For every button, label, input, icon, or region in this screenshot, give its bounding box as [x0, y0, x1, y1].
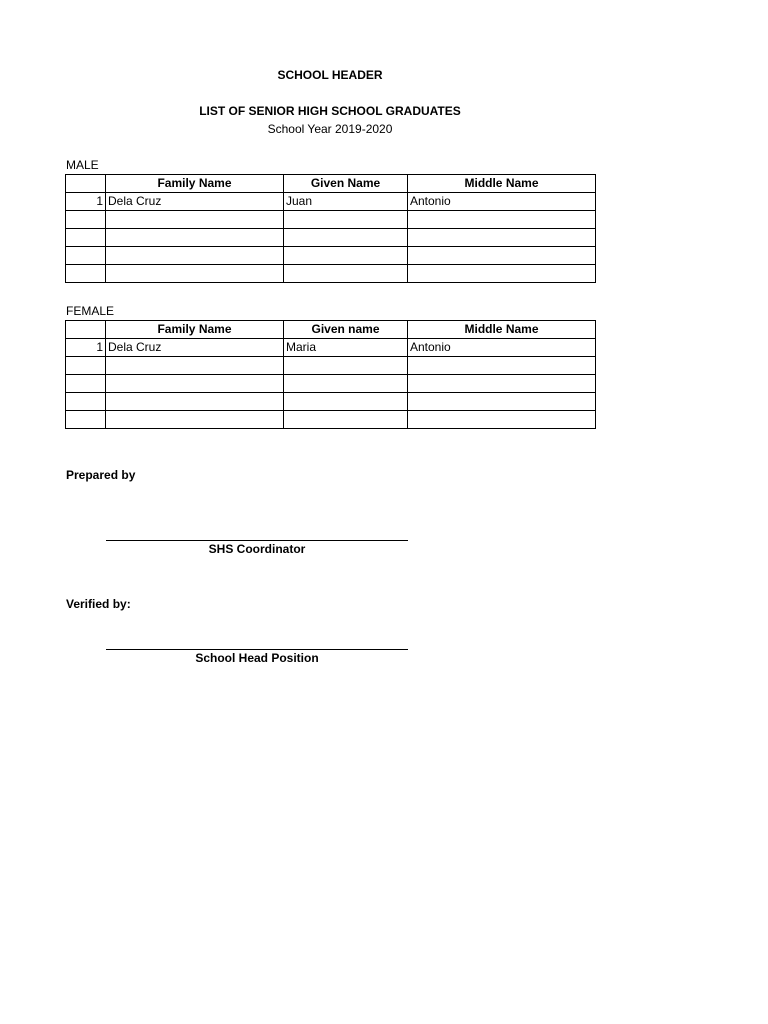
given-name-cell: [284, 357, 408, 375]
family-name-cell: [106, 411, 284, 429]
table-header-row: [66, 321, 596, 339]
middle-name-cell: [408, 265, 596, 283]
given-name-cell: [284, 247, 408, 265]
family-name-cell: [106, 247, 284, 265]
male-section-label: MALE: [66, 158, 99, 172]
column-header-middle-name: Middle Name: [408, 321, 596, 339]
prepared-by-title: SHS Coordinator: [208, 542, 306, 556]
row-number: 1: [66, 193, 106, 211]
family-name-cell: Dela Cruz: [106, 193, 284, 211]
table-row: [66, 211, 596, 229]
column-header-family-name: Family Name: [106, 175, 284, 193]
female-table: [65, 320, 596, 429]
row-number: [66, 357, 106, 375]
verified-by-title: School Head Position: [195, 651, 319, 665]
middle-name-cell: [408, 247, 596, 265]
given-name-cell: [284, 229, 408, 247]
table-header-row: [66, 175, 596, 193]
middle-name-cell: [408, 357, 596, 375]
given-name-cell: [284, 393, 408, 411]
family-name-cell: [106, 393, 284, 411]
row-number: [66, 229, 106, 247]
given-name-cell: [284, 265, 408, 283]
middle-name-cell: Antonio: [408, 339, 596, 357]
column-header-number: [66, 175, 106, 193]
given-name-cell: Maria: [284, 339, 408, 357]
column-header-middle-name: Middle Name: [408, 175, 596, 193]
given-name-cell: Juan: [284, 193, 408, 211]
column-header-number: [66, 321, 106, 339]
column-header-given-name: Given name: [284, 321, 408, 339]
family-name-cell: [106, 265, 284, 283]
middle-name-cell: [408, 211, 596, 229]
middle-name-cell: Antonio: [408, 193, 596, 211]
prepared-by-label: Prepared by: [66, 468, 136, 482]
family-name-cell: [106, 229, 284, 247]
male-table: [65, 174, 596, 283]
row-number: [66, 211, 106, 229]
row-number: [66, 411, 106, 429]
school-header: SCHOOL HEADER: [277, 68, 383, 82]
table-row: [66, 247, 596, 265]
middle-name-cell: [408, 393, 596, 411]
row-number: [66, 375, 106, 393]
row-number: [66, 247, 106, 265]
middle-name-cell: [408, 411, 596, 429]
table-row: [66, 265, 596, 283]
row-number: [66, 265, 106, 283]
given-name-cell: [284, 411, 408, 429]
family-name-cell: [106, 375, 284, 393]
verified-by-label: Verified by:: [66, 597, 131, 611]
family-name-cell: [106, 211, 284, 229]
column-header-given-name: Given Name: [284, 175, 408, 193]
family-name-cell: Dela Cruz: [106, 339, 284, 357]
row-number: 1: [66, 339, 106, 357]
row-number: [66, 393, 106, 411]
table-row: [66, 193, 596, 211]
table-row: [66, 411, 596, 429]
table-row: [66, 357, 596, 375]
column-header-family-name: Family Name: [106, 321, 284, 339]
middle-name-cell: [408, 375, 596, 393]
document-title: LIST OF SENIOR HIGH SCHOOL GRADUATES: [199, 104, 461, 118]
table-row: [66, 393, 596, 411]
table-row: [66, 229, 596, 247]
table-row: [66, 375, 596, 393]
verified-signature-line: [106, 649, 408, 650]
family-name-cell: [106, 357, 284, 375]
given-name-cell: [284, 211, 408, 229]
middle-name-cell: [408, 229, 596, 247]
female-section-label: FEMALE: [66, 304, 115, 318]
table-row: [66, 339, 596, 357]
school-year: School Year 2019-2020: [267, 122, 393, 136]
given-name-cell: [284, 375, 408, 393]
prepared-signature-line: [106, 540, 408, 541]
